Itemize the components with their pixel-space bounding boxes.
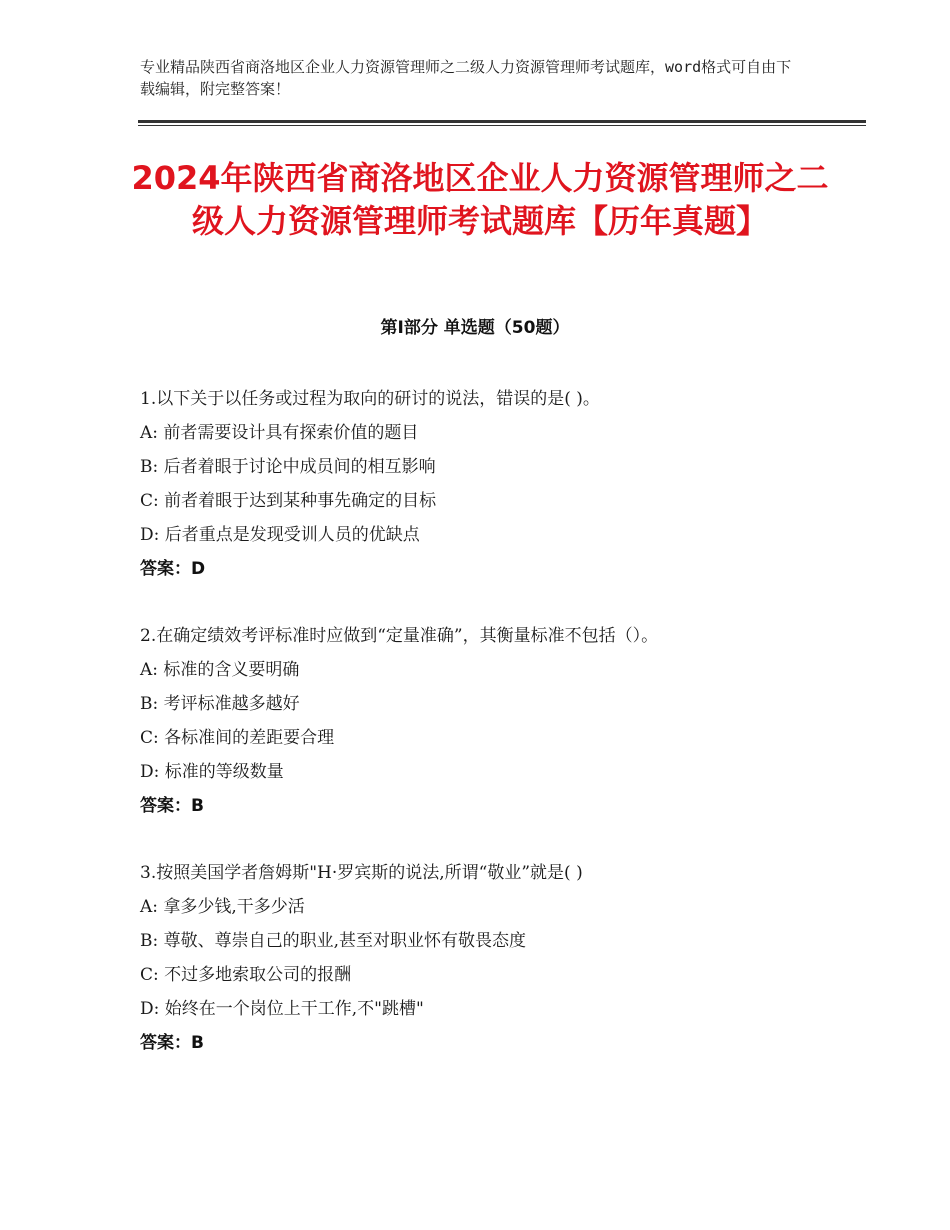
option-d: D: 标准的等级数量 (140, 762, 284, 782)
option-d: D: 始终在一个岗位上干工作,不"跳槽" (140, 999, 424, 1019)
question-item (140, 619, 840, 823)
option-b: B: 考评标准越多越好 (140, 694, 300, 714)
question-item (140, 382, 840, 586)
section-title: 第Ⅰ部分 单选题（50题） (380, 318, 570, 338)
option-a: A: 标准的含义要明确 (140, 660, 300, 680)
document-title: 2024年陕西省商洛地区企业人力资源管理师之二级人力资源管理师考试题库【历年真题】 (131, 159, 829, 240)
header-divider-thin (138, 125, 866, 126)
header-divider-thick (138, 120, 866, 123)
question-stem: 1.以下关于以任务或过程为取向的研讨的说法，错误的是( )。 (140, 389, 600, 409)
question-stem: 2.在确定绩效考评标准时应做到“定量准确”，其衡量标准不包括（）。 (140, 626, 659, 646)
header-note: 专业精品陕西省商洛地区企业人力资源管理师之二级人力资源管理师考试题库，word格式可自由下载编辑，附完整答案！ (140, 58, 792, 98)
question-stem: 3.按照美国学者詹姆斯"H·罗宾斯的说法,所谓“敬业”就是( ) (140, 863, 583, 883)
answer-line: 答案：D (140, 559, 206, 579)
answer-line: 答案：B (140, 796, 204, 816)
option-c: C: 各标准间的差距要合理 (140, 728, 335, 748)
option-d: D: 后者重点是发现受训人员的优缺点 (140, 525, 420, 545)
option-a: A: 前者需要设计具有探索价值的题目 (140, 423, 419, 443)
option-b: B: 后者着眼于讨论中成员间的相互影响 (140, 457, 436, 477)
question-list (140, 382, 840, 1093)
question-item (140, 856, 840, 1060)
answer-line: 答案：B (140, 1033, 204, 1053)
option-b: B: 尊敬、尊崇自己的职业,甚至对职业怀有敬畏态度 (140, 931, 527, 951)
option-c: C: 前者着眼于达到某种事先确定的目标 (140, 491, 437, 511)
option-a: A: 拿多少钱,干多少活 (140, 897, 305, 917)
option-c: C: 不过多地索取公司的报酬 (140, 965, 352, 985)
